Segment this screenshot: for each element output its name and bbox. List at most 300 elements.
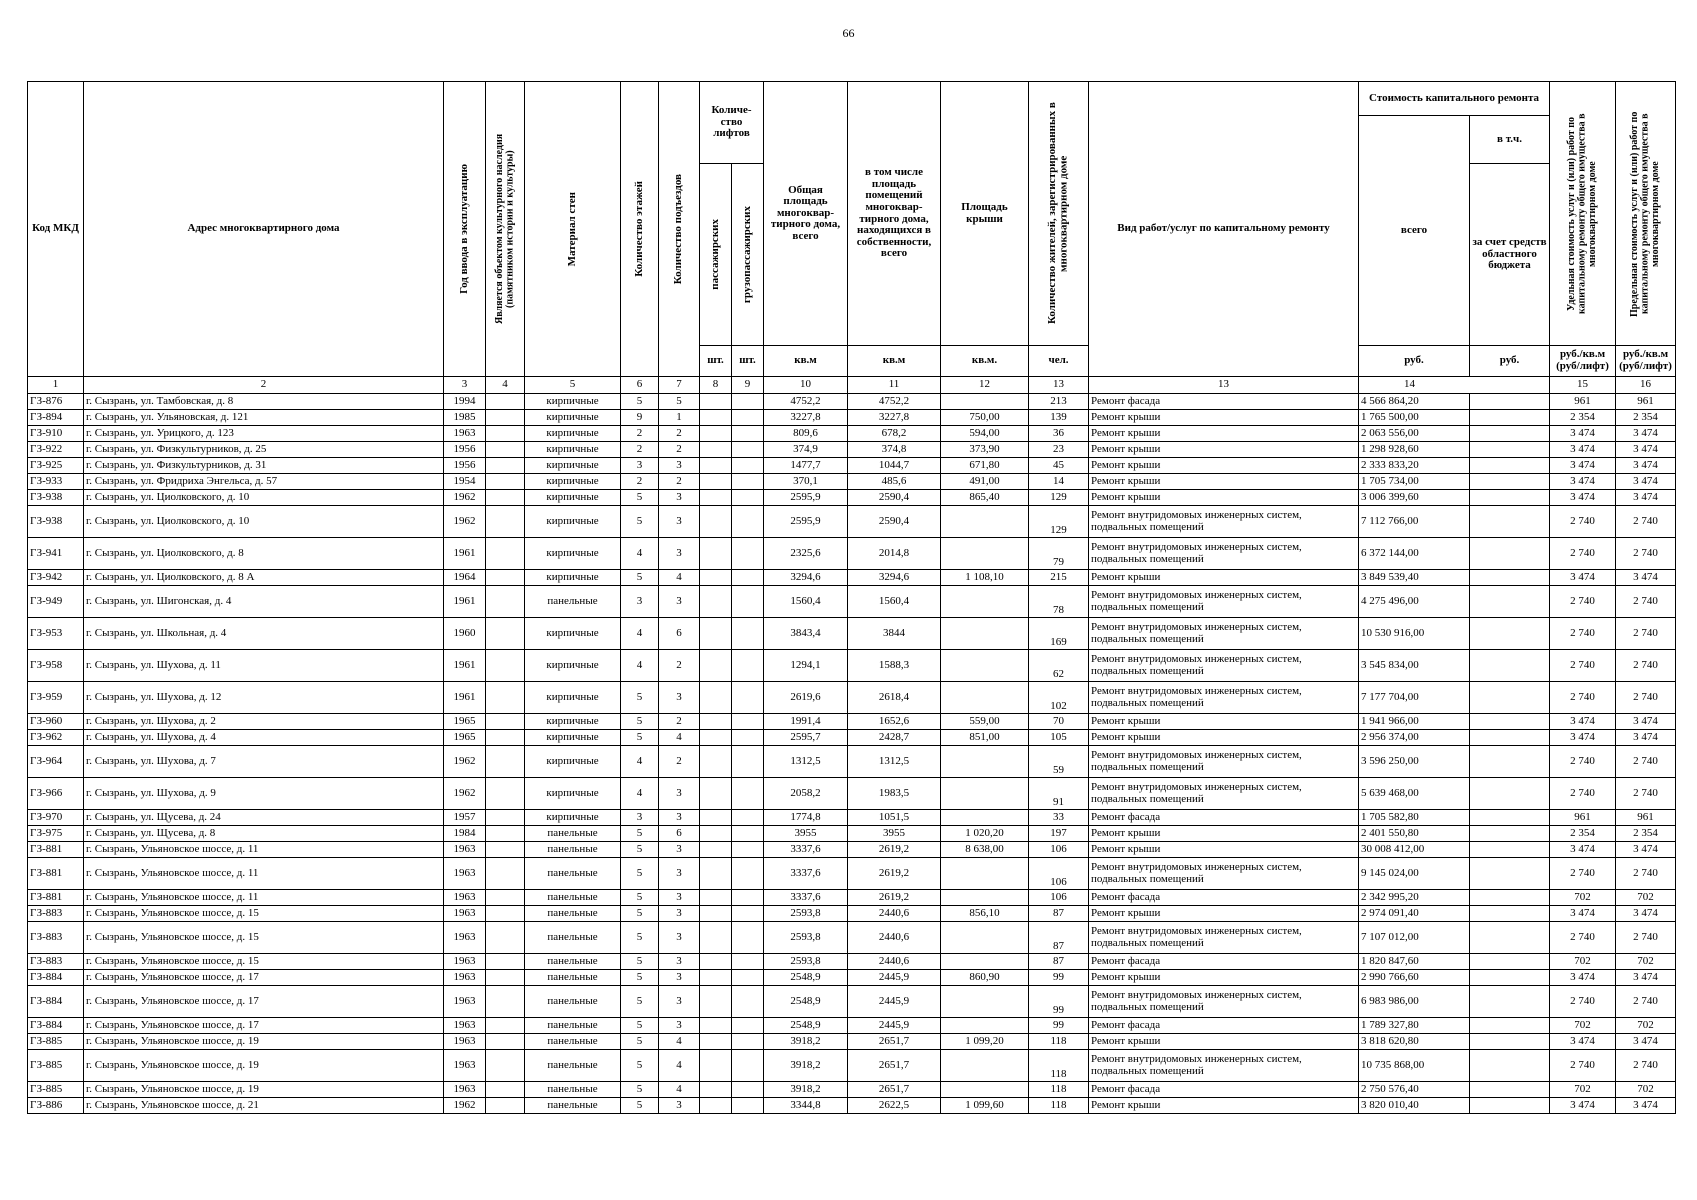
row-code: ГЗ-949: [28, 586, 84, 618]
row-lifts-cargo: [732, 746, 764, 778]
unit-pcs: шт.: [700, 346, 732, 377]
table-row: [28, 906, 1676, 922]
row-roof-area: [941, 1082, 1029, 1098]
column-number: 2: [84, 377, 444, 394]
row-area-total: 1774,8: [764, 810, 848, 826]
row-floors: 4: [621, 778, 659, 810]
row-area-owned: 2618,4: [848, 682, 941, 714]
row-code: ГЗ-894: [28, 410, 84, 426]
row-entrances: 2: [659, 714, 700, 730]
row-code: ГЗ-942: [28, 570, 84, 586]
row-unit-cost: 2 740: [1550, 618, 1616, 650]
row-wall-material: кирпичные: [525, 618, 621, 650]
row-work-type: Ремонт внутридомовых инженерных систем, подвальных помещений: [1089, 586, 1359, 618]
table-row: [28, 746, 1676, 778]
row-year: 1984: [444, 826, 486, 842]
table-row: [28, 1034, 1676, 1050]
row-lifts-cargo: [732, 506, 764, 538]
row-cost-region: [1470, 586, 1550, 618]
row-max-cost: 2 740: [1616, 506, 1676, 538]
row-area-owned: 1652,6: [848, 714, 941, 730]
row-work-type: Ремонт крыши: [1089, 1098, 1359, 1114]
column-number: 12: [941, 377, 1029, 394]
row-address: г. Сызрань, ул. Физкультурников, д. 31: [84, 458, 444, 474]
row-max-cost: 702: [1616, 1018, 1676, 1034]
row-lifts-cargo: [732, 954, 764, 970]
row-entrances: 3: [659, 778, 700, 810]
row-year: 1963: [444, 426, 486, 442]
row-year: 1962: [444, 746, 486, 778]
row-heritage: [486, 538, 525, 570]
row-cost-region: [1470, 426, 1550, 442]
row-address: г. Сызрань, Ульяновское шоссе, д. 15: [84, 906, 444, 922]
row-floors: 5: [621, 890, 659, 906]
table-row: [28, 730, 1676, 746]
table-row: [28, 890, 1676, 906]
row-address: г. Сызрань, ул. Фридриха Энгельса, д. 57: [84, 474, 444, 490]
column-number: 15: [1550, 377, 1616, 394]
row-floors: 5: [621, 1098, 659, 1114]
row-unit-cost: 2 740: [1550, 538, 1616, 570]
row-lifts-passenger: [700, 458, 732, 474]
row-unit-cost: 2 740: [1550, 778, 1616, 810]
row-cost-region: [1470, 746, 1550, 778]
row-wall-material: кирпичные: [525, 650, 621, 682]
column-number: 4: [486, 377, 525, 394]
row-unit-cost: 3 474: [1550, 458, 1616, 474]
column-number: 13: [1029, 377, 1089, 394]
row-area-total: 3344,8: [764, 1098, 848, 1114]
row-address: г. Сызрань, ул. Циолковского, д. 10: [84, 506, 444, 538]
row-unit-cost: 2 740: [1550, 1050, 1616, 1082]
table-row: [28, 1082, 1676, 1098]
row-lifts-cargo: [732, 458, 764, 474]
header-roof-area: Площадь крыши: [941, 82, 1029, 346]
row-area-owned: 1560,4: [848, 586, 941, 618]
row-area-owned: 1312,5: [848, 746, 941, 778]
row-floors: 2: [621, 442, 659, 458]
unit-sqm: кв.м: [848, 346, 941, 377]
row-year: 1961: [444, 586, 486, 618]
row-work-type: Ремонт крыши: [1089, 426, 1359, 442]
row-code: ГЗ-941: [28, 538, 84, 570]
column-number: 8: [700, 377, 732, 394]
header-heritage: Является объектом культурного наследия (памятником истории и культуры): [486, 82, 525, 377]
row-cost-total: 1 298 928,60: [1359, 442, 1470, 458]
row-area-total: 3337,6: [764, 842, 848, 858]
row-code: ГЗ-959: [28, 682, 84, 714]
header-cost-total: всего: [1359, 116, 1470, 346]
row-lifts-passenger: [700, 826, 732, 842]
row-floors: 5: [621, 394, 659, 410]
row-roof-area: 1 108,10: [941, 570, 1029, 586]
row-max-cost: 3 474: [1616, 490, 1676, 506]
row-wall-material: панельные: [525, 1082, 621, 1098]
row-roof-area: [941, 986, 1029, 1018]
row-roof-area: [941, 746, 1029, 778]
row-wall-material: панельные: [525, 970, 621, 986]
row-residents: 36: [1029, 426, 1089, 442]
row-code: ГЗ-881: [28, 858, 84, 890]
row-area-total: 3227,8: [764, 410, 848, 426]
row-work-type: Ремонт внутридомовых инженерных систем, подвальных помещений: [1089, 538, 1359, 570]
row-year: 1965: [444, 730, 486, 746]
row-unit-cost: 3 474: [1550, 714, 1616, 730]
row-lifts-passenger: [700, 1034, 732, 1050]
row-area-owned: 3955: [848, 826, 941, 842]
row-floors: 2: [621, 426, 659, 442]
row-max-cost: 702: [1616, 954, 1676, 970]
unit-sqm: кв.м.: [941, 346, 1029, 377]
row-code: ГЗ-883: [28, 906, 84, 922]
row-area-owned: 678,2: [848, 426, 941, 442]
row-floors: 5: [621, 714, 659, 730]
row-cost-total: 10 735 868,00: [1359, 1050, 1470, 1082]
row-address: г. Сызрань, Ульяновское шоссе, д. 17: [84, 986, 444, 1018]
row-cost-total: 3 818 620,80: [1359, 1034, 1470, 1050]
row-lifts-passenger: [700, 474, 732, 490]
row-wall-material: кирпичные: [525, 490, 621, 506]
row-roof-area: 1 020,20: [941, 826, 1029, 842]
unit-rate: руб./кв.м (руб/лифт): [1550, 346, 1616, 377]
row-area-total: 3955: [764, 826, 848, 842]
row-address: г. Сызрань, Ульяновское шоссе, д. 19: [84, 1034, 444, 1050]
row-roof-area: [941, 890, 1029, 906]
row-residents: 106: [1029, 842, 1089, 858]
row-area-owned: 1983,5: [848, 778, 941, 810]
row-wall-material: кирпичные: [525, 442, 621, 458]
row-address: г. Сызрань, ул. Шухова, д. 12: [84, 682, 444, 714]
row-max-cost: 2 354: [1616, 410, 1676, 426]
row-lifts-cargo: [732, 986, 764, 1018]
row-address: г. Сызрань, Ульяновское шоссе, д. 11: [84, 890, 444, 906]
row-year: 1985: [444, 410, 486, 426]
row-address: г. Сызрань, Ульяновское шоссе, д. 15: [84, 954, 444, 970]
row-lifts-passenger: [700, 1018, 732, 1034]
row-max-cost: 3 474: [1616, 570, 1676, 586]
row-roof-area: 671,80: [941, 458, 1029, 474]
header-floors: Количество этажей: [621, 82, 659, 377]
row-year: 1957: [444, 810, 486, 826]
row-roof-area: [941, 650, 1029, 682]
housing-register-table: [27, 81, 1676, 1114]
row-cost-region: [1470, 778, 1550, 810]
row-heritage: [486, 842, 525, 858]
row-wall-material: панельные: [525, 906, 621, 922]
table-row: [28, 858, 1676, 890]
row-floors: 5: [621, 1018, 659, 1034]
row-wall-material: панельные: [525, 986, 621, 1018]
row-address: г. Сызрань, ул. Тамбовская, д. 8: [84, 394, 444, 410]
row-heritage: [486, 570, 525, 586]
table-row: [28, 650, 1676, 682]
row-work-type: Ремонт внутридомовых инженерных систем, подвальных помещений: [1089, 682, 1359, 714]
row-floors: 4: [621, 538, 659, 570]
row-residents: 118: [1029, 1082, 1089, 1098]
column-number: 3: [444, 377, 486, 394]
table-row: [28, 458, 1676, 474]
row-wall-material: кирпичные: [525, 458, 621, 474]
row-work-type: Ремонт внутридомовых инженерных систем, подвальных помещений: [1089, 986, 1359, 1018]
row-code: ГЗ-933: [28, 474, 84, 490]
row-roof-area: [941, 538, 1029, 570]
row-lifts-passenger: [700, 1050, 732, 1082]
row-cost-total: 1 705 582,80: [1359, 810, 1470, 826]
row-roof-area: [941, 778, 1029, 810]
table-row: [28, 506, 1676, 538]
row-lifts-cargo: [732, 1018, 764, 1034]
row-lifts-passenger: [700, 618, 732, 650]
row-lifts-passenger: [700, 778, 732, 810]
column-number: 1: [28, 377, 84, 394]
row-residents: 87: [1029, 906, 1089, 922]
row-max-cost: 3 474: [1616, 842, 1676, 858]
row-cost-total: 2 333 833,20: [1359, 458, 1470, 474]
row-cost-region: [1470, 538, 1550, 570]
table-row: [28, 586, 1676, 618]
row-heritage: [486, 650, 525, 682]
row-unit-cost: 2 740: [1550, 650, 1616, 682]
row-year: 1962: [444, 1098, 486, 1114]
row-cost-region: [1470, 474, 1550, 490]
row-lifts-passenger: [700, 586, 732, 618]
row-floors: 5: [621, 570, 659, 586]
row-wall-material: панельные: [525, 1018, 621, 1034]
row-max-cost: 3 474: [1616, 474, 1676, 490]
row-wall-material: кирпичные: [525, 426, 621, 442]
row-entrances: 3: [659, 970, 700, 986]
row-roof-area: [941, 1018, 1029, 1034]
row-entrances: 3: [659, 682, 700, 714]
table-row: [28, 570, 1676, 586]
row-lifts-cargo: [732, 1050, 764, 1082]
row-max-cost: 3 474: [1616, 426, 1676, 442]
row-heritage: [486, 682, 525, 714]
row-lifts-cargo: [732, 442, 764, 458]
row-floors: 5: [621, 1050, 659, 1082]
row-roof-area: [941, 858, 1029, 890]
column-number: 6: [621, 377, 659, 394]
row-year: 1963: [444, 890, 486, 906]
row-entrances: 3: [659, 810, 700, 826]
row-year: 1960: [444, 618, 486, 650]
row-wall-material: кирпичные: [525, 570, 621, 586]
row-address: г. Сызрань, Ульяновское шоссе, д. 17: [84, 1018, 444, 1034]
row-lifts-cargo: [732, 1082, 764, 1098]
row-lifts-passenger: [700, 426, 732, 442]
column-number: 7: [659, 377, 700, 394]
row-entrances: 4: [659, 730, 700, 746]
row-cost-total: 1 765 500,00: [1359, 410, 1470, 426]
row-heritage: [486, 922, 525, 954]
table-body: [28, 394, 1676, 1114]
row-max-cost: 2 740: [1616, 682, 1676, 714]
row-entrances: 3: [659, 954, 700, 970]
row-work-type: Ремонт крыши: [1089, 1034, 1359, 1050]
table-row: [28, 714, 1676, 730]
row-lifts-cargo: [732, 826, 764, 842]
row-address: г. Сызрань, ул. Циолковского, д. 10: [84, 490, 444, 506]
row-lifts-passenger: [700, 1082, 732, 1098]
row-residents: 14: [1029, 474, 1089, 490]
row-floors: 4: [621, 618, 659, 650]
row-entrances: 6: [659, 826, 700, 842]
table-row: [28, 618, 1676, 650]
row-entrances: 4: [659, 1034, 700, 1050]
row-code: ГЗ-964: [28, 746, 84, 778]
row-area-total: 3337,6: [764, 890, 848, 906]
row-lifts-cargo: [732, 650, 764, 682]
row-unit-cost: 3 474: [1550, 730, 1616, 746]
row-entrances: 3: [659, 458, 700, 474]
row-lifts-passenger: [700, 954, 732, 970]
row-cost-total: 5 639 468,00: [1359, 778, 1470, 810]
header-lifts: Количе- ство лифтов: [700, 82, 764, 164]
row-floors: 5: [621, 970, 659, 986]
unit-pcs: шт.: [732, 346, 764, 377]
row-heritage: [486, 506, 525, 538]
header-address: Адрес многоквартирного дома: [84, 82, 444, 377]
row-heritage: [486, 442, 525, 458]
table-row: [28, 842, 1676, 858]
row-lifts-cargo: [732, 970, 764, 986]
row-code: ГЗ-953: [28, 618, 84, 650]
row-entrances: 5: [659, 394, 700, 410]
row-roof-area: 373,90: [941, 442, 1029, 458]
row-unit-cost: 3 474: [1550, 906, 1616, 922]
row-area-owned: 2428,7: [848, 730, 941, 746]
row-heritage: [486, 458, 525, 474]
row-heritage: [486, 858, 525, 890]
row-work-type: Ремонт внутридомовых инженерных систем, подвальных помещений: [1089, 650, 1359, 682]
row-max-cost: 3 474: [1616, 1034, 1676, 1050]
row-work-type: Ремонт крыши: [1089, 970, 1359, 986]
row-address: г. Сызрань, Ульяновское шоссе, д. 15: [84, 922, 444, 954]
row-roof-area: 594,00: [941, 426, 1029, 442]
page-number: 66: [842, 26, 855, 40]
row-year: 1954: [444, 474, 486, 490]
row-area-total: 2325,6: [764, 538, 848, 570]
row-area-total: 1991,4: [764, 714, 848, 730]
row-heritage: [486, 1098, 525, 1114]
row-area-owned: 2445,9: [848, 986, 941, 1018]
row-code: ГЗ-922: [28, 442, 84, 458]
row-residents: 79: [1029, 538, 1089, 570]
row-unit-cost: 2 354: [1550, 826, 1616, 842]
row-roof-area: 856,10: [941, 906, 1029, 922]
row-work-type: Ремонт крыши: [1089, 442, 1359, 458]
row-lifts-passenger: [700, 538, 732, 570]
row-residents: 91: [1029, 778, 1089, 810]
row-max-cost: 2 740: [1616, 650, 1676, 682]
row-area-owned: 2651,7: [848, 1082, 941, 1098]
row-area-total: 2548,9: [764, 986, 848, 1018]
row-floors: 5: [621, 858, 659, 890]
row-lifts-cargo: [732, 474, 764, 490]
row-floors: 5: [621, 842, 659, 858]
table-row: [28, 970, 1676, 986]
row-work-type: Ремонт внутридомовых инженерных систем, подвальных помещений: [1089, 1050, 1359, 1082]
row-heritage: [486, 730, 525, 746]
row-entrances: 2: [659, 442, 700, 458]
row-lifts-passenger: [700, 890, 732, 906]
row-wall-material: кирпичные: [525, 682, 621, 714]
row-cost-total: 6 983 986,00: [1359, 986, 1470, 1018]
row-lifts-cargo: [732, 890, 764, 906]
row-code: ГЗ-884: [28, 986, 84, 1018]
row-work-type: Ремонт крыши: [1089, 842, 1359, 858]
column-number-row: [28, 377, 1676, 394]
row-work-type: Ремонт внутридомовых инженерных систем, подвальных помещений: [1089, 858, 1359, 890]
table-row: [28, 426, 1676, 442]
header-lifts-cargo: грузопассажирских: [732, 164, 764, 346]
row-cost-total: 7 177 704,00: [1359, 682, 1470, 714]
row-lifts-passenger: [700, 682, 732, 714]
row-heritage: [486, 410, 525, 426]
row-heritage: [486, 490, 525, 506]
row-heritage: [486, 778, 525, 810]
header-lifts-passenger: пассажирских: [700, 164, 732, 346]
row-cost-region: [1470, 826, 1550, 842]
row-residents: 213: [1029, 394, 1089, 410]
row-code: ГЗ-938: [28, 490, 84, 506]
row-area-owned: 2590,4: [848, 506, 941, 538]
row-max-cost: 2 740: [1616, 986, 1676, 1018]
row-unit-cost: 702: [1550, 1082, 1616, 1098]
row-year: 1963: [444, 986, 486, 1018]
row-residents: 87: [1029, 922, 1089, 954]
row-residents: 118: [1029, 1050, 1089, 1082]
row-entrances: 1: [659, 410, 700, 426]
row-entrances: 3: [659, 506, 700, 538]
row-area-total: 2593,8: [764, 922, 848, 954]
row-code: ГЗ-925: [28, 458, 84, 474]
row-max-cost: 961: [1616, 810, 1676, 826]
row-area-owned: 2440,6: [848, 906, 941, 922]
row-unit-cost: 702: [1550, 1018, 1616, 1034]
row-heritage: [486, 810, 525, 826]
row-unit-cost: 3 474: [1550, 490, 1616, 506]
row-area-owned: 2651,7: [848, 1050, 941, 1082]
row-wall-material: панельные: [525, 842, 621, 858]
row-entrances: 2: [659, 650, 700, 682]
row-residents: 129: [1029, 490, 1089, 506]
row-wall-material: кирпичные: [525, 778, 621, 810]
row-unit-cost: 961: [1550, 394, 1616, 410]
row-area-owned: 2445,9: [848, 1018, 941, 1034]
table-row: [28, 394, 1676, 410]
row-work-type: Ремонт крыши: [1089, 714, 1359, 730]
column-number: 5: [525, 377, 621, 394]
row-area-owned: 1051,5: [848, 810, 941, 826]
row-cost-region: [1470, 570, 1550, 586]
row-entrances: 3: [659, 490, 700, 506]
table-row: [28, 810, 1676, 826]
row-area-owned: 2014,8: [848, 538, 941, 570]
row-residents: 139: [1029, 410, 1089, 426]
row-lifts-cargo: [732, 570, 764, 586]
row-roof-area: 865,40: [941, 490, 1029, 506]
row-unit-cost: 2 740: [1550, 922, 1616, 954]
row-cost-total: 3 849 539,40: [1359, 570, 1470, 586]
row-lifts-passenger: [700, 906, 732, 922]
row-code: ГЗ-883: [28, 954, 84, 970]
row-code: ГЗ-910: [28, 426, 84, 442]
row-address: г. Сызрань, Ульяновское шоссе, д. 19: [84, 1050, 444, 1082]
row-area-total: 3918,2: [764, 1050, 848, 1082]
unit-sqm: кв.м: [764, 346, 848, 377]
row-heritage: [486, 474, 525, 490]
